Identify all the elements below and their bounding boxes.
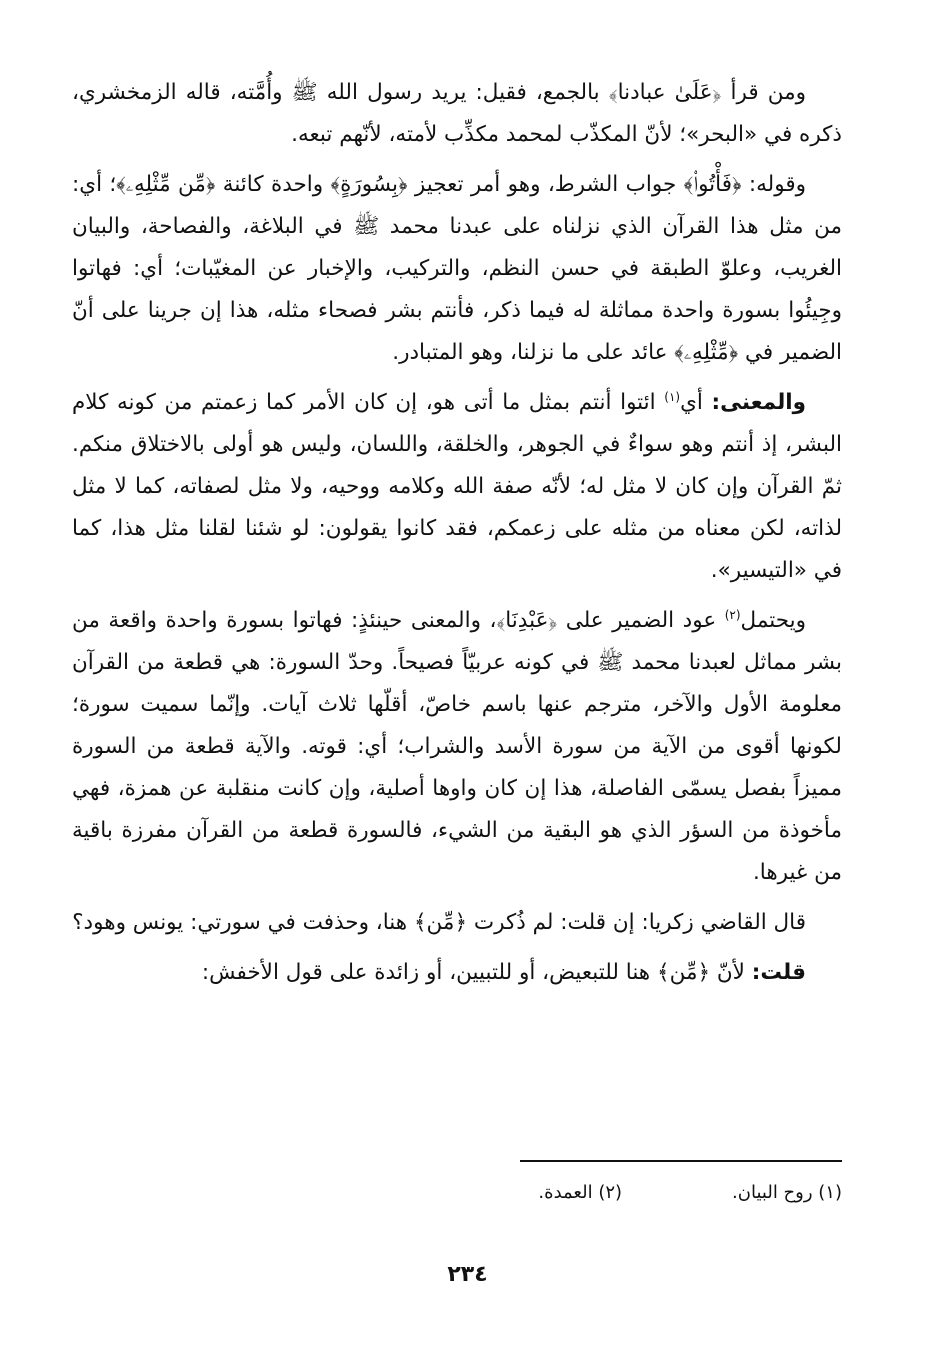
paragraph-6 (72, 952, 842, 994)
paragraph-4-text: عود الضمير على ﴿عَبْدِنَا﴾، والمعنى حينئذٍ: فهاتوا بسورة واحدة واقعة من بشر مماثل لعبدنا محمد ﷺ في كونه عربيّاً فصيحاً. وحدّ السورة: هي قطعة من القرآن معلومة الأول والآخر، مترجم عنها باسم خاصّ، أقلّها ثلاث آيات. وإنّما سميت سورة؛ لكونها أقوى من الآية من سورة الأسد والشراب؛ أي: قوته. والآية قطعة من السورة مميزاً بفصل يسمّى الفاصلة، هذا إن كان واوها أصلية، وإن كانت منقلبة عن همزة، فهي مأخوذة من السؤر الذي هو البقية من الشيء، فالسورة قطعة من القرآن مفرزة باقية من غيرها. (72, 608, 842, 885)
paragraph-5 (72, 902, 842, 944)
footnote-1: (١) روح البيان. (732, 1182, 842, 1203)
paragraph-4 (72, 600, 842, 894)
footnote-ref-2[interactable]: (٢) (724, 607, 741, 622)
footnotes (312, 1178, 842, 1208)
paragraph-2-text: وقوله: ﴿فَأْتُوا۟﴾ جواب الشرط، وهو أمر تعجيز ﴿بِسُورَةٍ﴾ واحدة كائنة ﴿مِّن مِّثْلِهِۦ﴾؛ أي: من مثل هذا القرآن الذي نزلناه على عبدنا محمد ﷺ في البلاغة، والفصاحة، والبيان الغريب، وعلوّ الطبقة في حسن النظم، والتركيب، والإخبار عن المغيّبات؛ أي: فهاتوا وجِيئُوا بسورة واحدة مماثلة له فيما ذكر، فأنتم بشر فصحاء مثله، هذا إن جرينا على أنّ الضمير في ﴿مِّثْلِهِۦ﴾ عائد على ما نزلنا، وهو المتبادر. (72, 172, 842, 365)
footnote-2: (٢) العمدة. (538, 1182, 623, 1203)
paragraph-5-text: قال القاضي زكريا: إن قلت: لم ذُكرت ﴿مِّن﴾ هنا، وحذفت في سورتي: يونس وهود؟ (72, 910, 806, 935)
page-number: ٢٣٤ (447, 1262, 488, 1287)
paragraph-3 (72, 382, 842, 592)
paragraph-1 (72, 72, 842, 156)
paragraph-4-pre: ويحتمل (740, 608, 806, 633)
paragraph-1-text: ومن قرأ ﴿عَلَىٰ عبادنا﴾ بالجمع، فقيل: يريد رسول الله ﷺ وأُمَّته، قاله الزمخشري، ذكره في «البحر»؛ لأنّ المكذّب لمحمد مكذِّب لأمته، لأنّهم تبعه. (72, 80, 842, 147)
paragraph-3-lead: والمعنى: (711, 390, 806, 415)
page-body (72, 72, 842, 1002)
footnote-divider (520, 1160, 842, 1162)
paragraph-3-text: ائتوا أنتم بمثل ما أتى هو، إن كان الأمر كما زعمتم من كونه كلام البشر، إذ أنتم وهو سواءٌ في الجوهر، والخلقة، واللسان، وليس هو أولى بالاختلاق منكم. ثمّ القرآن وإن كان لا مثل له؛ لأنّه صفة الله وكلامه ووحيه، ولا مثل لصفاته، كما لا مثل لذاته، لكن معناه من مثله على زعمكم، فقد كانوا يقولون: لو شئنا لقلنا مثل هذا، كما في «التيسير». (72, 390, 842, 583)
paragraph-3-pre: أي (680, 390, 712, 415)
paragraph-2 (72, 164, 842, 374)
footnote-ref-1[interactable]: (١) (664, 389, 681, 404)
paragraph-6-lead: قلت: (751, 960, 806, 985)
paragraph-6-text: لأنّ ﴿مِّن﴾ هنا للتبعيض، أو للتبيين، أو زائدة على قول الأخفش: (201, 960, 752, 985)
